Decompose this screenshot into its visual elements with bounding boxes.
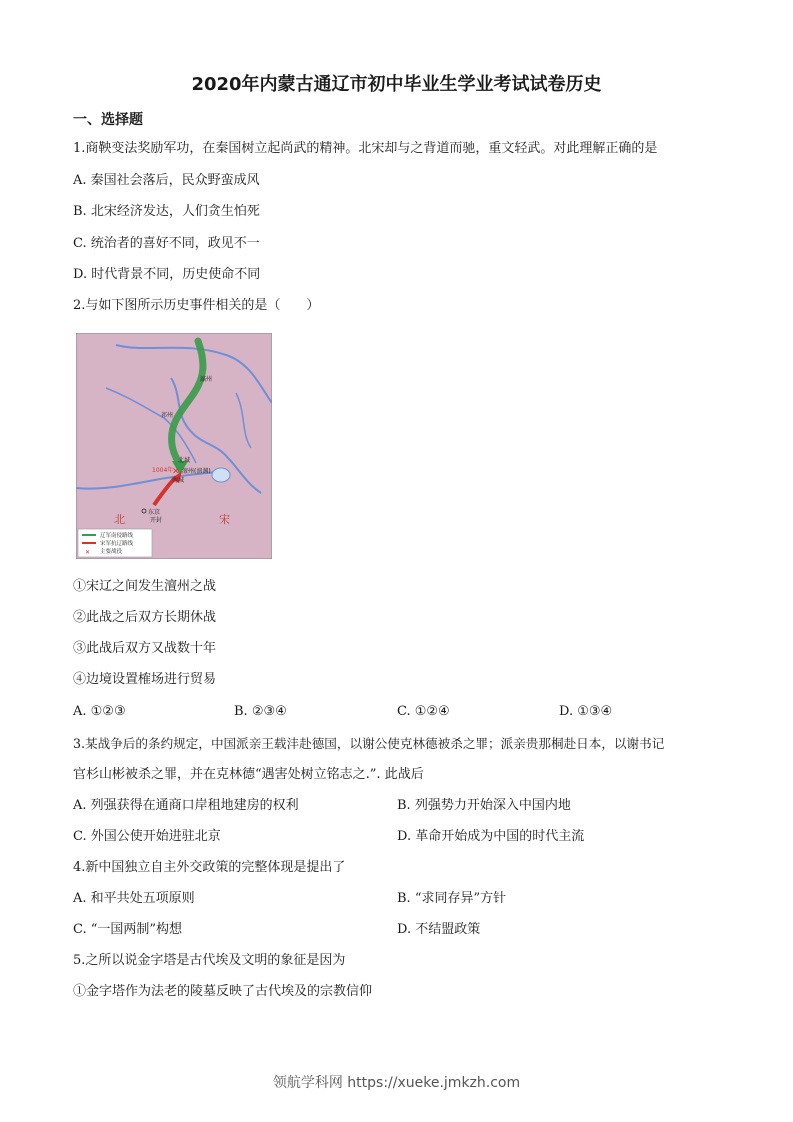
map-label-beicheng: 北城 — [178, 457, 191, 464]
legend-liao: 辽军南侵路线 — [100, 533, 134, 539]
map-label-yingzhou: 瀛州 — [200, 376, 213, 383]
song-liao-war-map — [76, 333, 272, 559]
map-label-dongjing: 东京 — [148, 509, 161, 516]
q3-option-b: B. 列强势力开始深入中国内地 — [397, 798, 571, 813]
q1-stem: 1.商鞅变法奖励军功，在秦国树立起尚武的精神。北宋却与之背道而驰，重文轻武。对此理解正确的是 — [73, 141, 658, 156]
svg-text:✕: ✕ — [85, 549, 91, 556]
q4-option-c: C. “一国两制”构想 — [73, 922, 183, 937]
q1-option-b: B. 北宋经济发达，人们贪生怕死 — [73, 204, 260, 219]
q2-item-4: ④边境设置榷场进行贸易 — [73, 672, 217, 687]
q2-option-d: D. ①③④ — [559, 704, 613, 719]
q2-item-1: ①宋辽之间发生澶州之战 — [73, 579, 217, 594]
q3-option-c: C. 外国公使开始进驻北京 — [73, 829, 221, 844]
map-label-nancheng: 南城 — [172, 477, 185, 484]
q5-stem: 5.之所以说金字塔是古代埃及文明的象征是因为 — [73, 953, 346, 968]
q3-option-a: A. 列强获得在通商口岸租地建房的权利 — [73, 798, 299, 813]
q1-option-a: A. 秦国社会落后，民众野蛮成风 — [73, 173, 260, 188]
q4-option-a: A. 和平共处五项原则 — [73, 891, 195, 906]
legend-battle: 主要战役 — [100, 549, 123, 555]
map-label-chanzhou: 澶州(澶渊) — [182, 468, 211, 475]
q4-option-d: D. 不结盟政策 — [397, 922, 481, 937]
q2-item-3: ③此战后双方又战数十年 — [73, 641, 217, 656]
q1-option-c: C. 统治者的喜好不同，政见不一 — [73, 236, 260, 251]
q2-option-b: B. ②③④ — [234, 704, 287, 719]
q5-item-1: ①金字塔作为法老的陵墓反映了古代埃及的宗教信仰 — [73, 984, 373, 999]
map-label-kaifeng: 开封 — [150, 517, 163, 524]
page-title: 2020年内蒙古通辽市初中毕业生学业考试试卷历史 — [191, 74, 602, 95]
q2-stem: 2.与如下图所示历史事件相关的是（ ） — [73, 298, 320, 313]
q2-option-c: C. ①②④ — [397, 704, 450, 719]
q2-option-a: A. ①②③ — [73, 704, 126, 719]
q4-option-b: B. “求同存异”方针 — [397, 891, 507, 906]
q2-item-2: ②此战之后双方长期休战 — [73, 610, 217, 625]
q3-stem-line2: 官杉山彬被杀之罪，并在克林德“遇害处树立铭志之.”. 此战后 — [73, 767, 424, 782]
map-label-song: 宋 — [219, 513, 230, 526]
section-heading: 一、选择题 — [73, 112, 143, 128]
map-label-bei: 北 — [114, 513, 125, 526]
q3-option-d: D. 革命开始成为中国的时代主流 — [397, 829, 585, 844]
svg-text:✕: ✕ — [172, 467, 180, 477]
q3-stem-line1: 3.某战争后的条约规定，中国派亲王载沣赴德国，以谢公使克林德被杀之罪；派亲贵那桐赴日本，以谢书记 — [73, 736, 665, 751]
footer-watermark: 领航学科网 https://xueke.jmkzh.com — [272, 1075, 521, 1091]
q4-stem: 4.新中国独立自主外交政策的完整体现是提出了 — [73, 860, 346, 875]
q1-option-d: D. 时代背景不同，历史使命不同 — [73, 267, 261, 282]
legend-song: 宋军抗辽路线 — [100, 541, 134, 547]
map-label-year: 1004年 — [152, 467, 174, 474]
map-label-qizhou: 祁州 — [161, 412, 174, 419]
